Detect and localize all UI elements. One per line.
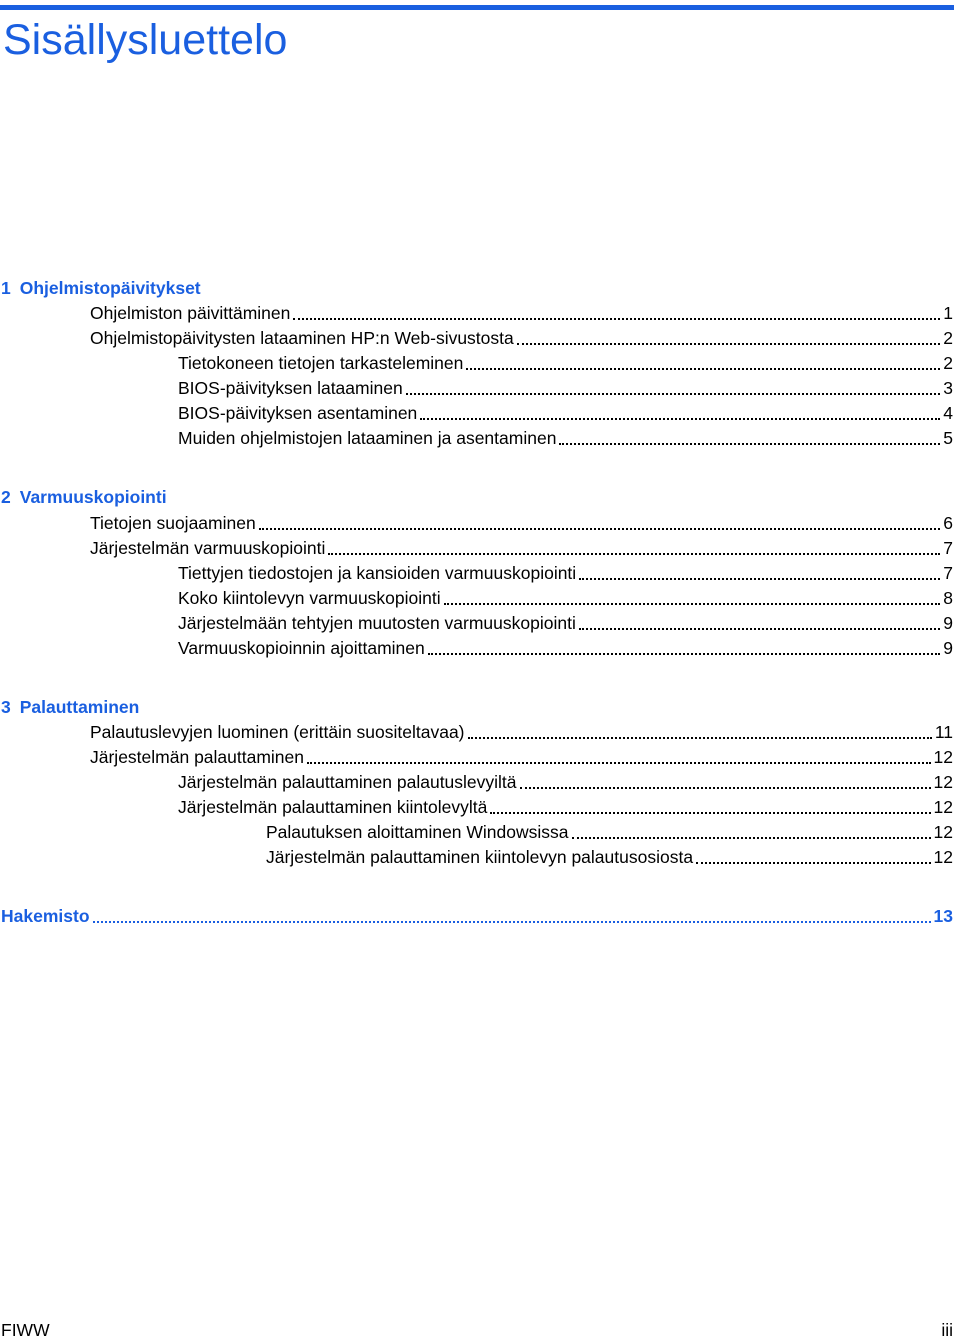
- toc-entry[interactable]: [178, 352, 953, 374]
- page-title: Sisällysluettelo: [3, 16, 288, 64]
- toc-entry-text: Järjestelmän palauttaminen kiintolevyn palautusosiosta: [266, 847, 694, 867]
- dot-leader: [490, 812, 930, 814]
- toc-entry-text: Varmuuskopioinnin ajoittaminen: [178, 638, 425, 658]
- toc-entry[interactable]: [178, 796, 953, 818]
- toc-entry[interactable]: [90, 512, 953, 534]
- toc-entry-text: Palautuslevyjen luominen (erittäin suositeltavaa): [90, 722, 465, 742]
- toc-entry[interactable]: [90, 537, 953, 559]
- toc-entry[interactable]: [90, 746, 953, 768]
- toc-entry-page: 2: [943, 328, 953, 348]
- dot-leader: [93, 921, 931, 923]
- dot-leader: [559, 443, 940, 445]
- toc-entry-text: Tietojen suojaaminen: [90, 513, 256, 533]
- chapter-number: 2: [1, 487, 11, 507]
- toc-entry-page: 12: [933, 797, 953, 817]
- dot-leader: [428, 653, 941, 655]
- dot-leader: [572, 837, 931, 839]
- toc-entry[interactable]: [90, 302, 953, 324]
- toc-entry-text: BIOS-päivityksen lataaminen: [178, 378, 403, 398]
- chapter-title: Varmuuskopiointi: [19, 487, 167, 507]
- toc-entry[interactable]: [178, 427, 953, 449]
- dot-leader: [468, 737, 932, 739]
- dot-leader: [466, 368, 940, 370]
- toc-chapter-1[interactable]: [1, 277, 953, 299]
- toc-entry-text: Tietokoneen tietojen tarkasteleminen: [178, 353, 464, 373]
- chapter-title: Palauttaminen: [19, 697, 140, 717]
- toc-entry[interactable]: [90, 721, 953, 743]
- toc-entry-text: Järjestelmään tehtyjen muutosten varmuuskopiointi: [178, 613, 576, 633]
- toc-entry-page: 12: [933, 847, 953, 867]
- footer-page-number: iii: [941, 1320, 953, 1340]
- toc-entry[interactable]: [178, 637, 953, 659]
- toc-entry-page: 11: [934, 722, 953, 742]
- toc-entry-text: Tiettyjen tiedostojen ja kansioiden varmuuskopiointi: [178, 563, 577, 583]
- dot-leader: [579, 578, 940, 580]
- toc-entry-page: 12: [933, 822, 953, 842]
- dot-leader: [307, 762, 931, 764]
- toc-entry[interactable]: [90, 327, 953, 349]
- toc-entry[interactable]: [178, 587, 953, 609]
- toc-entry-page: 7: [943, 563, 953, 583]
- dot-leader: [444, 603, 941, 605]
- toc-entry-text: Järjestelmän palauttaminen kiintolevyltä: [178, 797, 488, 817]
- toc-entry-page: 8: [943, 588, 953, 608]
- toc-entry-text: Koko kiintolevyn varmuuskopiointi: [178, 588, 441, 608]
- toc-chapter-2[interactable]: [1, 486, 953, 508]
- toc-entry-text: Järjestelmän palauttaminen palautuslevyiltä: [178, 772, 517, 792]
- dot-leader: [259, 528, 941, 530]
- dot-leader: [328, 553, 940, 555]
- index-title: Hakemisto: [1, 906, 90, 926]
- dot-leader: [696, 862, 930, 864]
- footer-left: FIWW: [1, 1320, 50, 1340]
- toc-entry-text: Järjestelmän varmuuskopiointi: [90, 538, 326, 558]
- toc-entry-page: 3: [943, 378, 953, 398]
- toc-entry[interactable]: [178, 771, 953, 793]
- dot-leader: [579, 628, 940, 630]
- dot-leader: [517, 343, 941, 345]
- dot-leader: [420, 418, 940, 420]
- toc-entry-page: 12: [933, 772, 953, 792]
- toc-chapter-3[interactable]: [1, 696, 953, 718]
- chapter-number: 1: [1, 278, 11, 298]
- toc-entry[interactable]: [178, 612, 953, 634]
- toc-entry-page: 5: [943, 428, 953, 448]
- toc-entry-page: 1: [943, 303, 953, 323]
- toc-entry-page: 9: [943, 613, 953, 633]
- dot-leader: [520, 787, 931, 789]
- toc-entry-text: Ohjelmiston päivittäminen: [90, 303, 291, 323]
- toc-entry-page: 7: [943, 538, 953, 558]
- toc-entry-page: 9: [943, 638, 953, 658]
- toc-entry[interactable]: [266, 821, 953, 843]
- chapter-number: 3: [1, 697, 11, 717]
- dot-leader: [293, 318, 940, 320]
- toc-entry[interactable]: [266, 846, 953, 868]
- toc-entry-text: Järjestelmän palauttaminen: [90, 747, 305, 767]
- toc-entry-page: 12: [933, 747, 953, 767]
- toc-entry-text: Ohjelmistopäivitysten lataaminen HP:n Web-sivustosta: [90, 328, 514, 348]
- toc-index[interactable]: [1, 905, 953, 927]
- dot-leader: [406, 393, 941, 395]
- chapter-title: Ohjelmistopäivitykset: [19, 278, 201, 298]
- toc-entry-page: 2: [943, 353, 953, 373]
- toc-entry-page: 4: [943, 403, 953, 423]
- toc-entry[interactable]: [178, 562, 953, 584]
- toc-entry-page: 6: [943, 513, 953, 533]
- toc-entry[interactable]: [178, 377, 953, 399]
- toc-entry[interactable]: [178, 402, 953, 424]
- toc-entry-text: BIOS-päivityksen asentaminen: [178, 403, 418, 423]
- toc-entry-text: Muiden ohjelmistojen lataaminen ja asentaminen: [178, 428, 557, 448]
- toc-entry-text: Palautuksen aloittaminen Windowsissa: [266, 822, 569, 842]
- index-page: 13: [933, 906, 953, 926]
